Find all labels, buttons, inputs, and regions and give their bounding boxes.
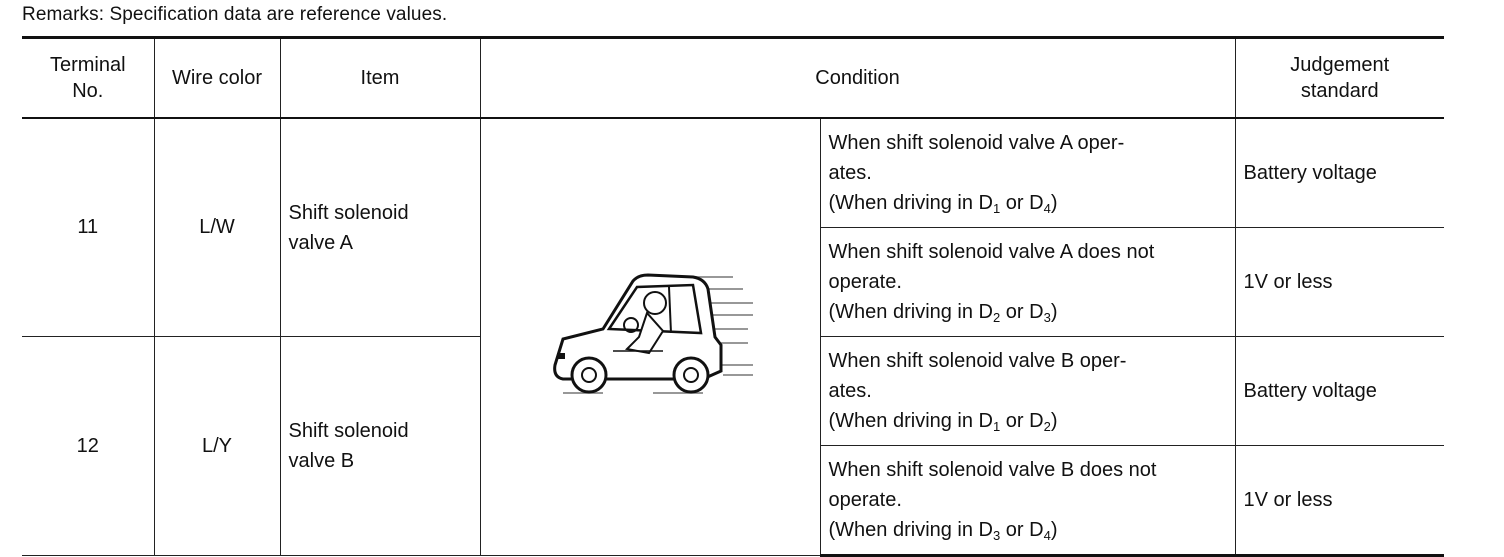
car-driving-icon xyxy=(543,267,758,402)
driving-illustration-cell xyxy=(480,118,820,556)
condition-cell: When shift solenoid valve B does not operate. (When driving in $D_3$ or $D_4$) xyxy=(820,446,1235,556)
header-terminal-no: Terminal No. xyxy=(22,38,154,119)
wire-color: L/Y xyxy=(154,337,280,556)
condition-cell: When shift solenoid valve A does not operate. (When driving in $D_2$ or $D_3$) xyxy=(820,228,1235,337)
judgement-value: 1V or less xyxy=(1235,228,1444,337)
table-header-row xyxy=(22,38,1444,119)
judgement-value: Battery voltage xyxy=(1235,337,1444,446)
table-row xyxy=(22,118,1444,228)
item-name: Shift solenoid valve A xyxy=(280,118,480,337)
wire-color: L/W xyxy=(154,118,280,337)
judgement-value: 1V or less xyxy=(1235,446,1444,556)
item-name: Shift solenoid valve B xyxy=(280,337,480,556)
header-item: Item xyxy=(280,38,480,119)
header-judgement-standard: Judgement standard xyxy=(1235,38,1444,119)
terminal-number: 11 xyxy=(22,118,154,337)
terminal-spec-table xyxy=(22,36,1444,557)
judgement-value: Battery voltage xyxy=(1235,118,1444,228)
terminal-number: 12 xyxy=(22,337,154,556)
condition-cell: When shift solenoid valve A oper- ates. (When driving in $D_1$ or $D_4$) xyxy=(820,118,1235,228)
condition-cell: When shift solenoid valve B oper- ates. (When driving in $D_1$ or $D_2$) xyxy=(820,337,1235,446)
remarks-note: Remarks: Specification data are reference values. xyxy=(22,4,448,25)
header-condition: Condition xyxy=(480,38,1235,119)
header-wire-color: Wire color xyxy=(154,38,280,119)
